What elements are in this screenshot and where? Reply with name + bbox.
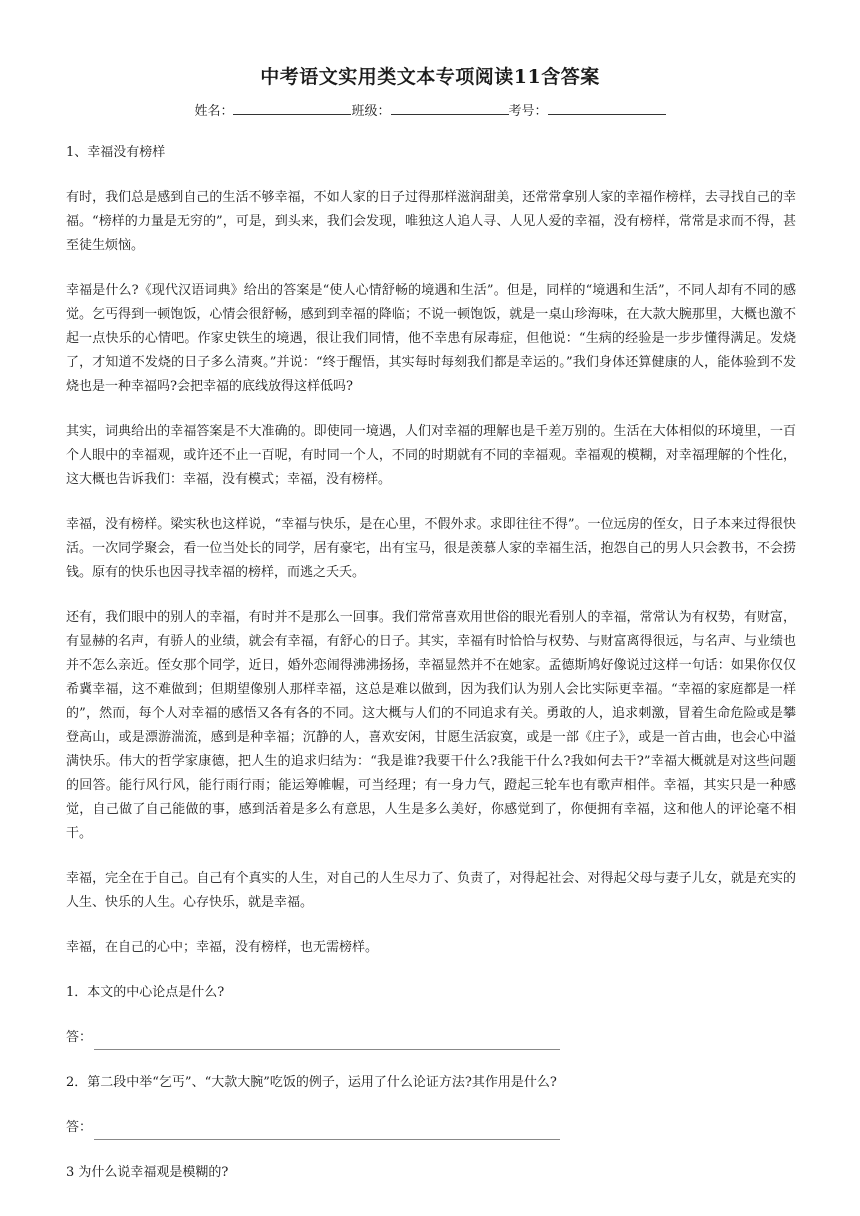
answer-1 — [66, 1026, 796, 1050]
section-title: 1、幸福没有榜样 — [66, 145, 166, 160]
class-label: 班级： — [351, 104, 391, 119]
paragraph: 还有，我们眼中的别人的幸福，有时并不是那么一回事。我们常常喜欢用世俗的眼光看别人的幸福，常常认为有权势，有财富，有显赫的名声，有骄人的业绩，就会有幸福，有舒心的日子。其实，幸福有时恰恰与权势、与财富离得很远，与名声、与业绩也并不怎么亲近。侄女那个同学，近日，婚外恋闹得沸沸扬扬，幸福显然并不在她家。孟德斯鸠好像说过这样一句话：如果你仅仅希冀幸福，这不难做到；但期望像别人那样幸福，这总是难以做到，因为我们认为别人会比实际更幸福。“幸福的家庭都是一样的”，然而，每个人对幸福的感悟又各有各的不同。这大概与人们的不同追求有关。勇敢的人，追求刺激，冒着生命危险或是攀登高山，或是漂游湍流，感到是种幸福；沉静的人，喜欢安闲，甘愿生活寂寞，或是一部《庄子》，或是一首古曲，也会心中溢满快乐。伟大的哲学家康德，把人生的追求归结为：“我是谁?我要干什么?我能干什么?我如何去干?”幸福大概就是对这些问题的回答。能行风行风，能行雨行雨；能运筹帷幄，可当经理；有一身力气，蹬起三轮车也有歌声相伴。幸福，其实只是一种感觉，自己做了自己能做的事，感到活着是多么有意思，人生是多么美好，你感觉到了，你便拥有幸福，这和他人的评论毫不相干。 — [66, 610, 796, 841]
paragraph: 幸福，在自己的心中；幸福，没有榜样，也无需榜样。 — [66, 940, 379, 955]
answer-label: 答： — [66, 1120, 93, 1135]
document-title: 中考语文实用类文本专项阅读11含答案 — [260, 66, 600, 88]
question-2: 2．第二段中举“乞丐”、“大款大腕”吃饭的例子，运用了什么论证方法?其作用是什么? — [66, 1075, 557, 1090]
answer-2-line[interactable] — [94, 1123, 560, 1140]
paragraph: 其实，词典给出的幸福答案是不大准确的。即使同一境遇，人们对幸福的理解也是千差万别的。生活在大体相似的环境里，一百个人眼中的幸福观，或许还不止一百呢，有时同一个人，不同的时期就有不同的幸福观。幸福观的模糊，对幸福理解的个性化，这大概也告诉我们：幸福，没有模式；幸福，没有榜样。 — [66, 424, 796, 487]
answer-label: 答： — [66, 1030, 93, 1045]
paragraph: 幸福，没有榜样。梁实秋也这样说，“幸福与快乐，是在心里，不假外求。求即往往不得”。一位远房的侄女，日子本来过得很快活。一次同学聚会，看一位当处长的同学，居有豪宅，出有宝马，很是羡慕人家的幸福生活，抱怨自己的男人只会教书，不会捞钱。原有的快乐也因寻找幸福的榜样，而逃之夭夭。 — [66, 517, 796, 580]
student-info-line — [0, 100, 860, 119]
question-1: 1．本文的中心论点是什么? — [66, 985, 225, 1000]
answer-2 — [66, 1116, 796, 1140]
article-body — [66, 141, 796, 1185]
exam-no-blank[interactable] — [548, 101, 666, 115]
question-3: 3 为什么说幸福观是模糊的? — [66, 1165, 229, 1180]
paragraph: 幸福，完全在于自己。自己有个真实的人生，对自己的人生尽力了、负责了，对得起社会、对得起父母与妻子儿女，就是充实的人生、快乐的人生。心存快乐，就是幸福。 — [66, 871, 796, 910]
name-label: 姓名： — [194, 104, 234, 119]
paragraph: 幸福是什么?《现代汉语词典》给出的答案是“使人心情舒畅的境遇和生活”。但是，同样的“境遇和生活”，不同人却有不同的感觉。乞丐得到一顿饱饭，心情会很舒畅，感到到幸福的降临；不说一顿饱饭，就是一桌山珍海味，在大款大腕那里，大概也激不起一点快乐的心情吧。作家史铁生的境遇，很让我们同情，他不幸患有尿毒症，但他说：“生病的经验是一步步懂得满足。发烧了，才知道不发烧的日子多么清爽。”并说：“终于醒悟，其实每时每刻我们都是幸运的。”我们身体还算健康的人，能体验到不发烧也是一种幸福吗?会把幸福的底线放得这样低吗? — [66, 283, 796, 394]
class-blank[interactable] — [391, 101, 509, 115]
exam-no-label: 考号： — [508, 104, 548, 119]
paragraph: 有时，我们总是感到自己的生活不够幸福，不如人家的日子过得那样滋润甜美，还常常拿别人家的幸福作榜样，去寻找自己的幸福。“榜样的力量是无穷的”，可是，到头来，我们会发现，唯独这人追人寻、人见人爱的幸福，没有榜样，常常是求而不得，甚至徒生烦恼。 — [66, 190, 796, 253]
name-blank[interactable] — [233, 101, 351, 115]
answer-1-line[interactable] — [94, 1033, 560, 1050]
